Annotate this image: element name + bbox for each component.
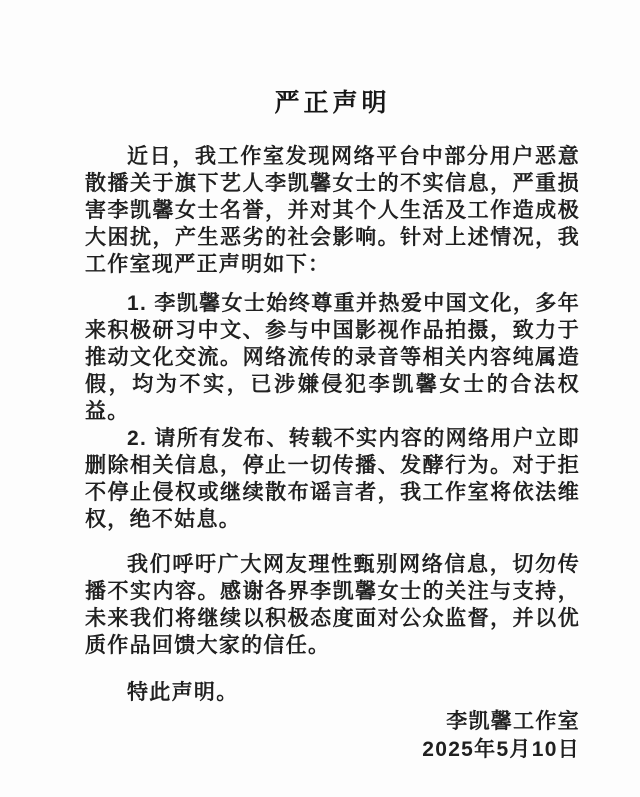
studio-signature: 李凯馨工作室 bbox=[446, 710, 580, 733]
statement-item-2: 2. 请所有发布、转载不实内容的网络用户立即删除相关信息，停止一切传播、发酵行为。对于拒不停止侵权或继续散布谣言者，我工作室将依法维权，绝不姑息。 bbox=[85, 427, 580, 531]
statement-date: 2025年5月10日 bbox=[422, 738, 580, 761]
statement-item-1: 1. 李凯馨女士始终尊重并热爱中国文化，多年来积极研习中文、参与中国影视作品拍摄，致力于推动文化交流。网络流传的录音等相关内容纯属造假，均为不实，已涉嫌侵犯李凯馨女士的合法权益。 bbox=[85, 292, 580, 423]
statement-closing-line: 特此声明。 bbox=[127, 681, 239, 704]
statement-appeal-paragraph: 我们呼吁广大网友理性甄别网络信息，切勿传播不实内容。感谢各界李凯馨女士的关注与支持，未来我们将继续以积极态度面对公众监督，并以优质作品回馈大家的信任。 bbox=[85, 553, 580, 657]
statement-title: 严正声明 bbox=[274, 89, 391, 117]
signature-block bbox=[85, 708, 580, 764]
statement-intro-paragraph: 近日，我工作室发现网络平台中部分用户恶意散播关于旗下艺人李凯馨女士的不实信息，严重损害李凯馨女士名誉，并对其个人生活及工作造成极大困扰，产生恶劣的社会影响。针对上述情况，我工作室现严正声明如下： bbox=[85, 145, 580, 276]
